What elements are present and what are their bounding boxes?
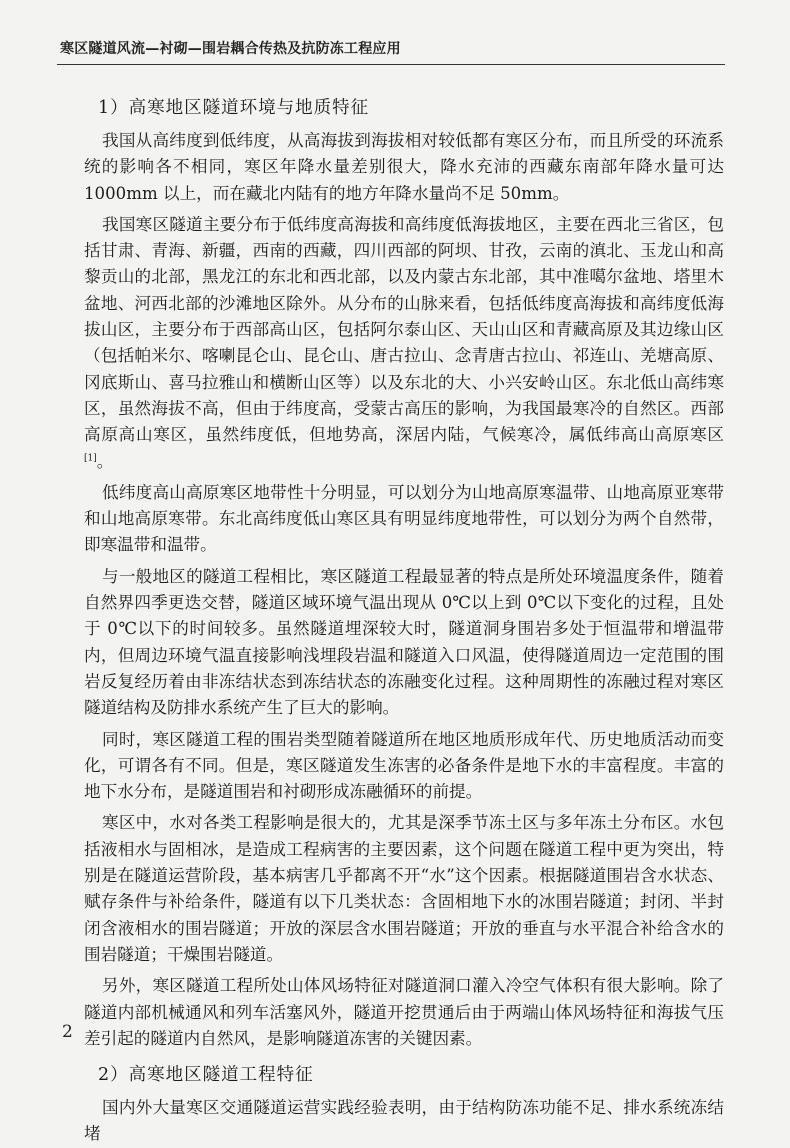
section-heading-2: 2）高寒地区隧道工程特征 — [98, 1065, 314, 1086]
page-body — [84, 95, 724, 1148]
paragraph: 同时，寒区隧道工程的围岩类型随着隧道所在地区地质形成年代、历史地质活动而变化，可谓各有不同。但是，寒区隧道发生冻害的必备条件是地下水的丰富程度。丰富的地下水分布，是隧道围岩和衬砌形成冻融循环的前提。 — [84, 729, 724, 802]
paragraph: 我国从高纬度到低纬度，从高海拔到海拔相对较低都有寒区分布，而且所受的环流系统的影响各不相同，寒区年降水量差别很大，降水充沛的西藏东南部年降水量可达 1000mm 以上，而在藏北内陆有的地方年降水量尚不足 50mm。 — [84, 131, 724, 203]
paragraph: 低纬度高山高原寒区地带性十分明显，可以划分为山地高原寒温带、山地高原亚寒带和山地高原寒带。东北高纬度低山寒区具有明显纬度地带性，可以划分为两个自然带，即寒温带和温带。 — [84, 482, 724, 555]
paragraph-end: 。 — [96, 451, 114, 471]
page-number: 2 — [62, 1022, 73, 1042]
header-rule — [57, 64, 725, 65]
paragraph — [84, 212, 724, 475]
paragraph: 与一般地区的隧道工程相比，寒区隧道工程最显著的特点是所处环境温度条件，随着自然界四季更迭交替，隧道区域环境气温出现从 0℃以上到 0℃以下变化的过程，且处于 0℃以下的时间较多。虽然隧道埋深较大时，隧道洞身围岩多处于恒温带和增温带内，但周边环境气温直接影响浅埋段岩温和隧道入口风温，使得隧道周边一定范围的围岩反复经历着由非冻结状态到冻结状态的冻融变化过程。这种周期性的冻融过程对寒区隧道结构及防排水系统产生了巨大的影响。 — [84, 566, 724, 718]
citation-ref[interactable]: [1] — [84, 453, 97, 464]
paragraph: 另外，寒区隧道工程所处山体风场特征对隧道洞口灌入冷空气体积有很大影响。除了隧道内部机械通风和列车活塞风外，隧道开挖贯通后由于两端山体风场特征和海拔气压差引起的隧道内自然风，是影响隧道冻害的关键因素。 — [84, 976, 724, 1048]
section-heading-1: 1）高寒地区隧道环境与地质特征 — [98, 98, 370, 118]
paragraph: 寒区中，水对各类工程影响是很大的，尤其是深季节冻土区与多年冻土分布区。水包括液相水与固相冰，是造成工程病害的主要因素，这个问题在隧道工程中更为突出，特别是在隧道运营阶段，基本病害几乎都离不开“水”这个因素。根据隧道围岩含水状态、赋存条件与补给条件，隧道有以下几类状态：含固相地下水的冰围岩隧道；封闭、半封闭含液相水的围岩隧道；开放的深层含水围岩隧道；开放的垂直与水平混合补给含水的围岩隧道；干燥围岩隧道。 — [84, 813, 724, 964]
running-head: 寒区隧道风流—衬砌—围岩耦合传热及抗防冻工程应用 — [60, 41, 401, 57]
paragraph-text: 我国寒区隧道主要分布于低纬度高海拔和高纬度低海拔地区，主要在西北三省区，包括甘肃、青海、新疆，西南的西藏，四川西部的阿坝、甘孜，云南的滇北、玉龙山和高黎贡山的北部，黑龙江的东北和西北部，以及内蒙古东北部，其中准噶尔盆地、塔里木盆地、河西北部的沙滩地区除外。从分布的山脉来看，包括低纬度高海拔和高纬度低海拔山区，主要分布于西部高山区，包括阿尔泰山区、天山山区和青藏高原及其边缘山区（包括帕米尔、喀喇昆仑山、昆仑山、唐古拉山、念青唐古拉山、祁连山、羌塘高原、冈底斯山、喜马拉雅山和横断山区等）以及东北的大、小兴安岭山区。东北低山高纬寒区，虽然海拔不高，但由于纬度高，受蒙古高压的影响，为我国最寒冷的自然区。西部高原高山寒区，虽然纬度低，但地势高，深居内陆，气候寒冷，属低纬高山高原寒区 — [84, 214, 724, 445]
paragraph: 国内外大量寒区交通隧道运营实践经验表明，由于结构防冻功能不足、排水系统冻结堵 — [84, 1098, 724, 1144]
